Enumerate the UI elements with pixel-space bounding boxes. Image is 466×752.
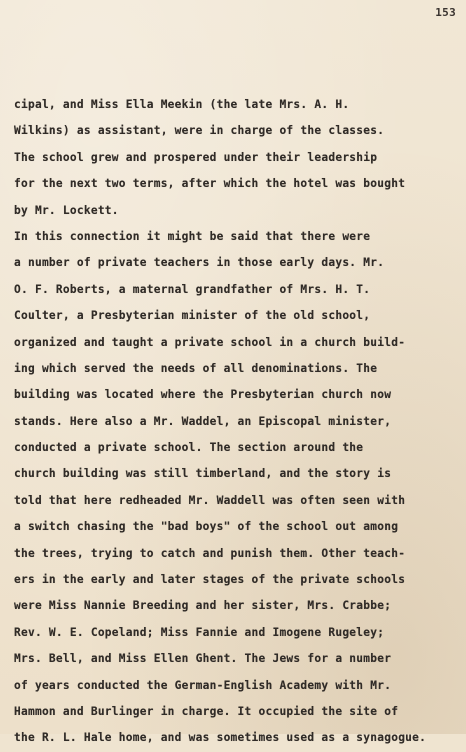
text-line: Wilkins) as assistant, were in charge of the classes. (14, 124, 385, 138)
text-line: for the next two terms, after which the hotel was bought (14, 177, 406, 191)
text-line: a number of private teachers in those early days. Mr. (14, 256, 385, 270)
text-line: the trees, trying to catch and punish them. Other teach- (14, 546, 406, 560)
text-line: Hammon and Burlinger in charge. It occupied the site of (14, 704, 399, 718)
text-line: ers in the early and later stages of the private schools (14, 573, 406, 587)
page-number: 153 (435, 6, 456, 19)
text-line: conducted a private school. The section around the (14, 441, 364, 455)
text-line: by Mr. Lockett. (14, 203, 119, 217)
text-line: The school grew and prospered under their leadership (14, 150, 378, 164)
text-line: of years conducted the German-English Academy with Mr. (14, 678, 392, 692)
text-line: church building was still timberland, and the story is (14, 467, 392, 481)
body-text (14, 92, 454, 752)
text-line: organized and taught a private school in a church build- (14, 335, 406, 349)
text-line: building was located where the Presbyterian church now (14, 388, 392, 402)
text-line: stands. Here also a Mr. Waddel, an Episcopal minister, (14, 414, 392, 428)
text-line: a switch chasing the "bad boys" of the school out among (14, 520, 399, 534)
text-line: In this connection it might be said that there were (14, 229, 371, 243)
text-line: Mrs. Bell, and Miss Ellen Ghent. The Jews for a number (14, 652, 392, 666)
text-line: ing which served the needs of all denominations. The (14, 361, 378, 375)
text-line: Rev. W. E. Copeland; Miss Fannie and Imogene Rugeley; (14, 625, 385, 639)
text-line: the R. L. Hale home, and was sometimes used as a synagogue. (14, 731, 427, 745)
text-line: were Miss Nannie Breeding and her sister, Mrs. Crabbe; (14, 599, 392, 613)
text-line: Coulter, a Presbyterian minister of the old school, (14, 309, 371, 323)
text-line: cipal, and Miss Ella Meekin (the late Mrs. A. H. (14, 98, 350, 111)
text-line: told that here redheaded Mr. Waddell was often seen with (14, 493, 406, 507)
text-line: O. F. Roberts, a maternal grandfather of Mrs. H. T. (14, 282, 371, 296)
